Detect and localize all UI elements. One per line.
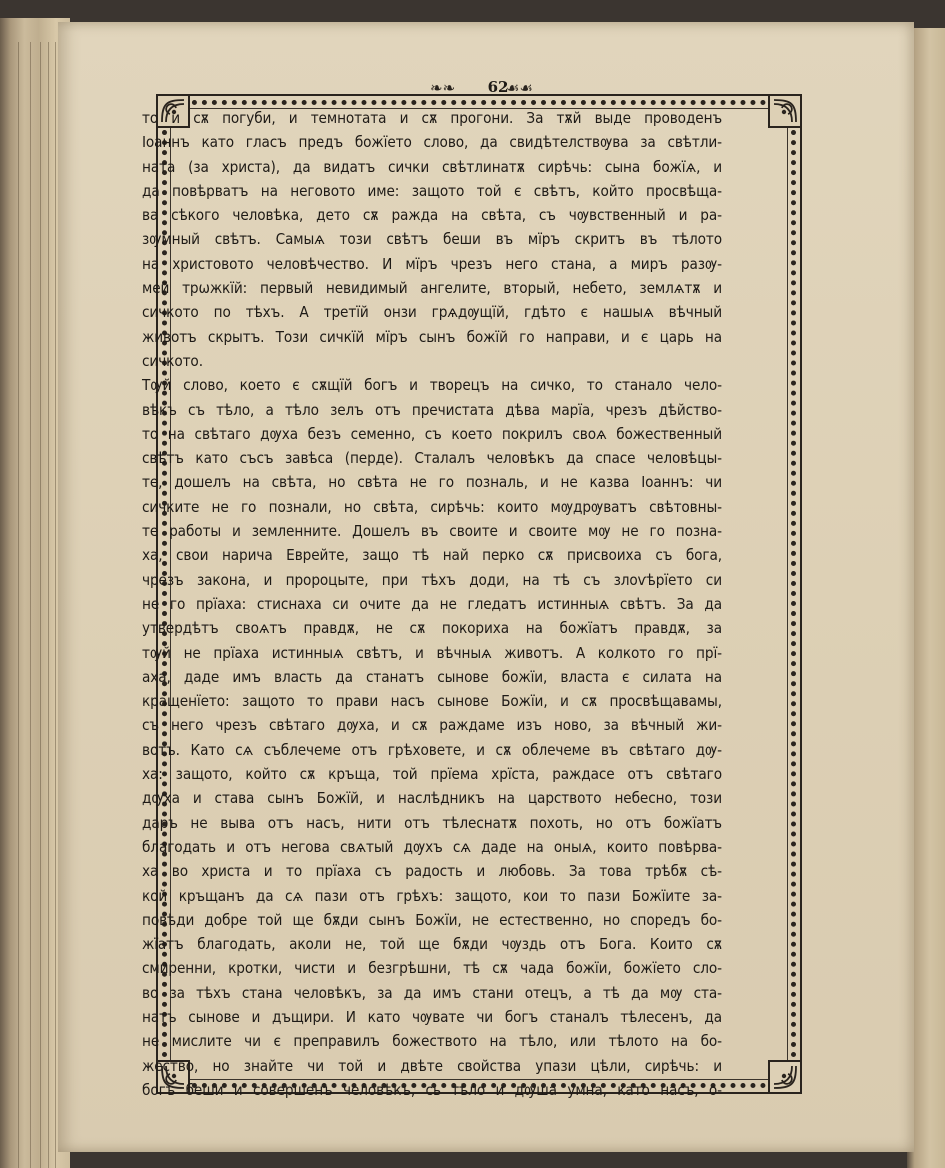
text-line: то и сѫ погуби, и темнотата и сѫ прогони. За тѫй выде проводенъ	[142, 109, 722, 127]
page-number: 62	[487, 78, 509, 96]
text-line: богъ беши и совершенъ человѣкъ, сь тѣло и дѹша умна, като насъ, о-	[142, 1080, 722, 1099]
text-line: ха, свои нарича Еврейте, защо тѣ най перко сѫ присвоиха съ бога,	[142, 546, 722, 565]
text-line: не мислите чи є препpавилъ божеството на тѣло, или тѣлото на бо-	[142, 1032, 722, 1051]
text-line: животъ скрытъ. Този сичкїй мїръ сынъ божїй го направи, и є царь на	[142, 327, 722, 346]
text-line: те, дошелъ на свѣта, но свѣта не го позналь, и не казва Іоаннъ: чи	[142, 473, 722, 492]
text-line: жїатъ благодать, аколи не, той ще бѫди чѹздь отъ Бога. Които сѫ	[142, 935, 722, 954]
text-line: утвердѣтъ своѧтъ правдѫ, не сѫ покориха на божїатъ правдѫ, за	[142, 619, 722, 638]
text-line: Іоаннъ като гласъ предъ божїето слово, да свидѣтелствѹва за свѣтли-	[142, 133, 722, 152]
text-line: тѹй не прїаха истинныѧ свѣтъ, и вѣчныѧ животъ. А колкото го прї-	[142, 643, 722, 662]
text-line: Тѹй слово, което є сѫщїй богъ и творецъ на сичко, то станало чело-	[142, 376, 722, 395]
text-line: то на свѣтаго дѹха безъ семенно, съ което покрилъ своѧ божественный	[142, 424, 722, 443]
page-text	[142, 106, 722, 1102]
text-line: ха во христа и то прїаха съ радость и любовь. За това трѣбѫ сѣ-	[142, 862, 722, 881]
text-line: повѣди добре той ще бѫди сынъ Божїи, не естественно, но споредъ бо-	[142, 910, 722, 929]
text-line: вотъ. Като сѧ съблечеме отъ грѣховете, и сѫ облечеме въ свѣтаго дѹ-	[142, 740, 722, 759]
text-line: ха: защото, който сѫ кръща, той прїема хрїста, раждасе отъ свѣтаго	[142, 765, 722, 784]
text-line: не го прїаха: стиснаха си очите да не гледатъ истинныѧ свѣтъ. За да	[142, 594, 722, 613]
text-line: зѹмный свѣтъ. Самыѧ този свѣтъ беши въ мїръ скритъ въ тѣлото	[142, 230, 722, 249]
text-line: мей трѡжкїй: первый невидимый ангелите, вторый, небето, землѧтѫ и	[142, 279, 722, 298]
corner-ornament-icon	[768, 94, 802, 128]
text-line: дѹха и става сынъ Божїй, и наслѣдникъ на царството небесно, този	[142, 789, 722, 808]
text-line: сичките не го познали, но свѣта, сирѣчь: които мѹдрѹватъ свѣтовны-	[142, 497, 722, 516]
text-line: ва сѣкого человѣка, дето сѫ ражда на свѣта, съ чѹвственный и ра-	[142, 206, 722, 225]
text-line: благодать и отъ негова свѧтый дѹхъ сѧ даде на оныѧ, които повѣрва-	[142, 837, 722, 856]
text-line: чрезъ закона, и пророцыте, при тѣхъ доди, на тѣ съ злоѵѣрїето си	[142, 570, 722, 589]
text-line: те работы и земленните. Дошелъ въ своите и своите мѹ не го позна-	[142, 522, 722, 541]
ornament-left-icon: ❧❧	[430, 79, 456, 97]
text-line: свѣтъ като съсъ завѣса (перде). Сталалъ человѣкъ да спасе человѣцы-	[142, 449, 722, 468]
text-line: съ него чрезъ свѣтаго дѹха, и сѫ раждаме изъ ново, за вѣчный жи-	[142, 716, 722, 735]
text-line: смиренни, кротки, чисти и безгрѣшни, тѣ сѫ чада божїи, божїето сло-	[142, 959, 722, 978]
ornament-right-icon: ☙☙	[506, 79, 533, 97]
text-line: ната (за христа), да видатъ сички свѣтлинатѫ сирѣчь: сына божїѧ, и	[142, 157, 722, 176]
corner-ornament-icon	[768, 1060, 802, 1094]
text-line: кой кръщанъ да сѧ пази отъ грѣхъ: защото, кои то пази Божїите за-	[142, 886, 722, 905]
text-line: во за тѣхъ стана человѣкъ, за да имъ стани отецъ, а тѣ да мѹ ста-	[142, 983, 722, 1002]
text-line: жество, но знайте чи той и двѣте свойства упази цѣли, сирѣчь: и	[142, 1056, 722, 1075]
text-line: сичкото.	[142, 351, 203, 370]
text-line: сичкото по тѣхъ. А третїй онзи грѧдѹщїй, гдѣто є нашыѧ вѣчный	[142, 303, 722, 322]
text-line: аха, даде имъ власть да станатъ сынове божїи, власта є силата на	[142, 667, 722, 686]
text-line: натъ сынове и дъщири. И като чѹвате чи богъ станалъ тѣлесенъ, да	[142, 1007, 722, 1026]
text-line: на христовото человѣчество. И мїръ чрезъ него стана, а миръ разѹ-	[142, 254, 722, 273]
text-line: даръ не выва отъ насъ, нити отъ тѣлеснатѫ похоть, но отъ божїатъ	[142, 813, 722, 832]
text-line: да повѣрватъ на неговото име: защото той є свѣтъ, който просвѣща-	[142, 181, 722, 200]
text-line: кращенїето: защото то прави насъ сынове Божїи, и сѫ просвѣщавамы,	[142, 692, 722, 711]
text-line: вѣкъ съ тѣло, а тѣло зелъ отъ пречистата дѣва марїа, чрезъ дѣйство-	[142, 400, 722, 419]
